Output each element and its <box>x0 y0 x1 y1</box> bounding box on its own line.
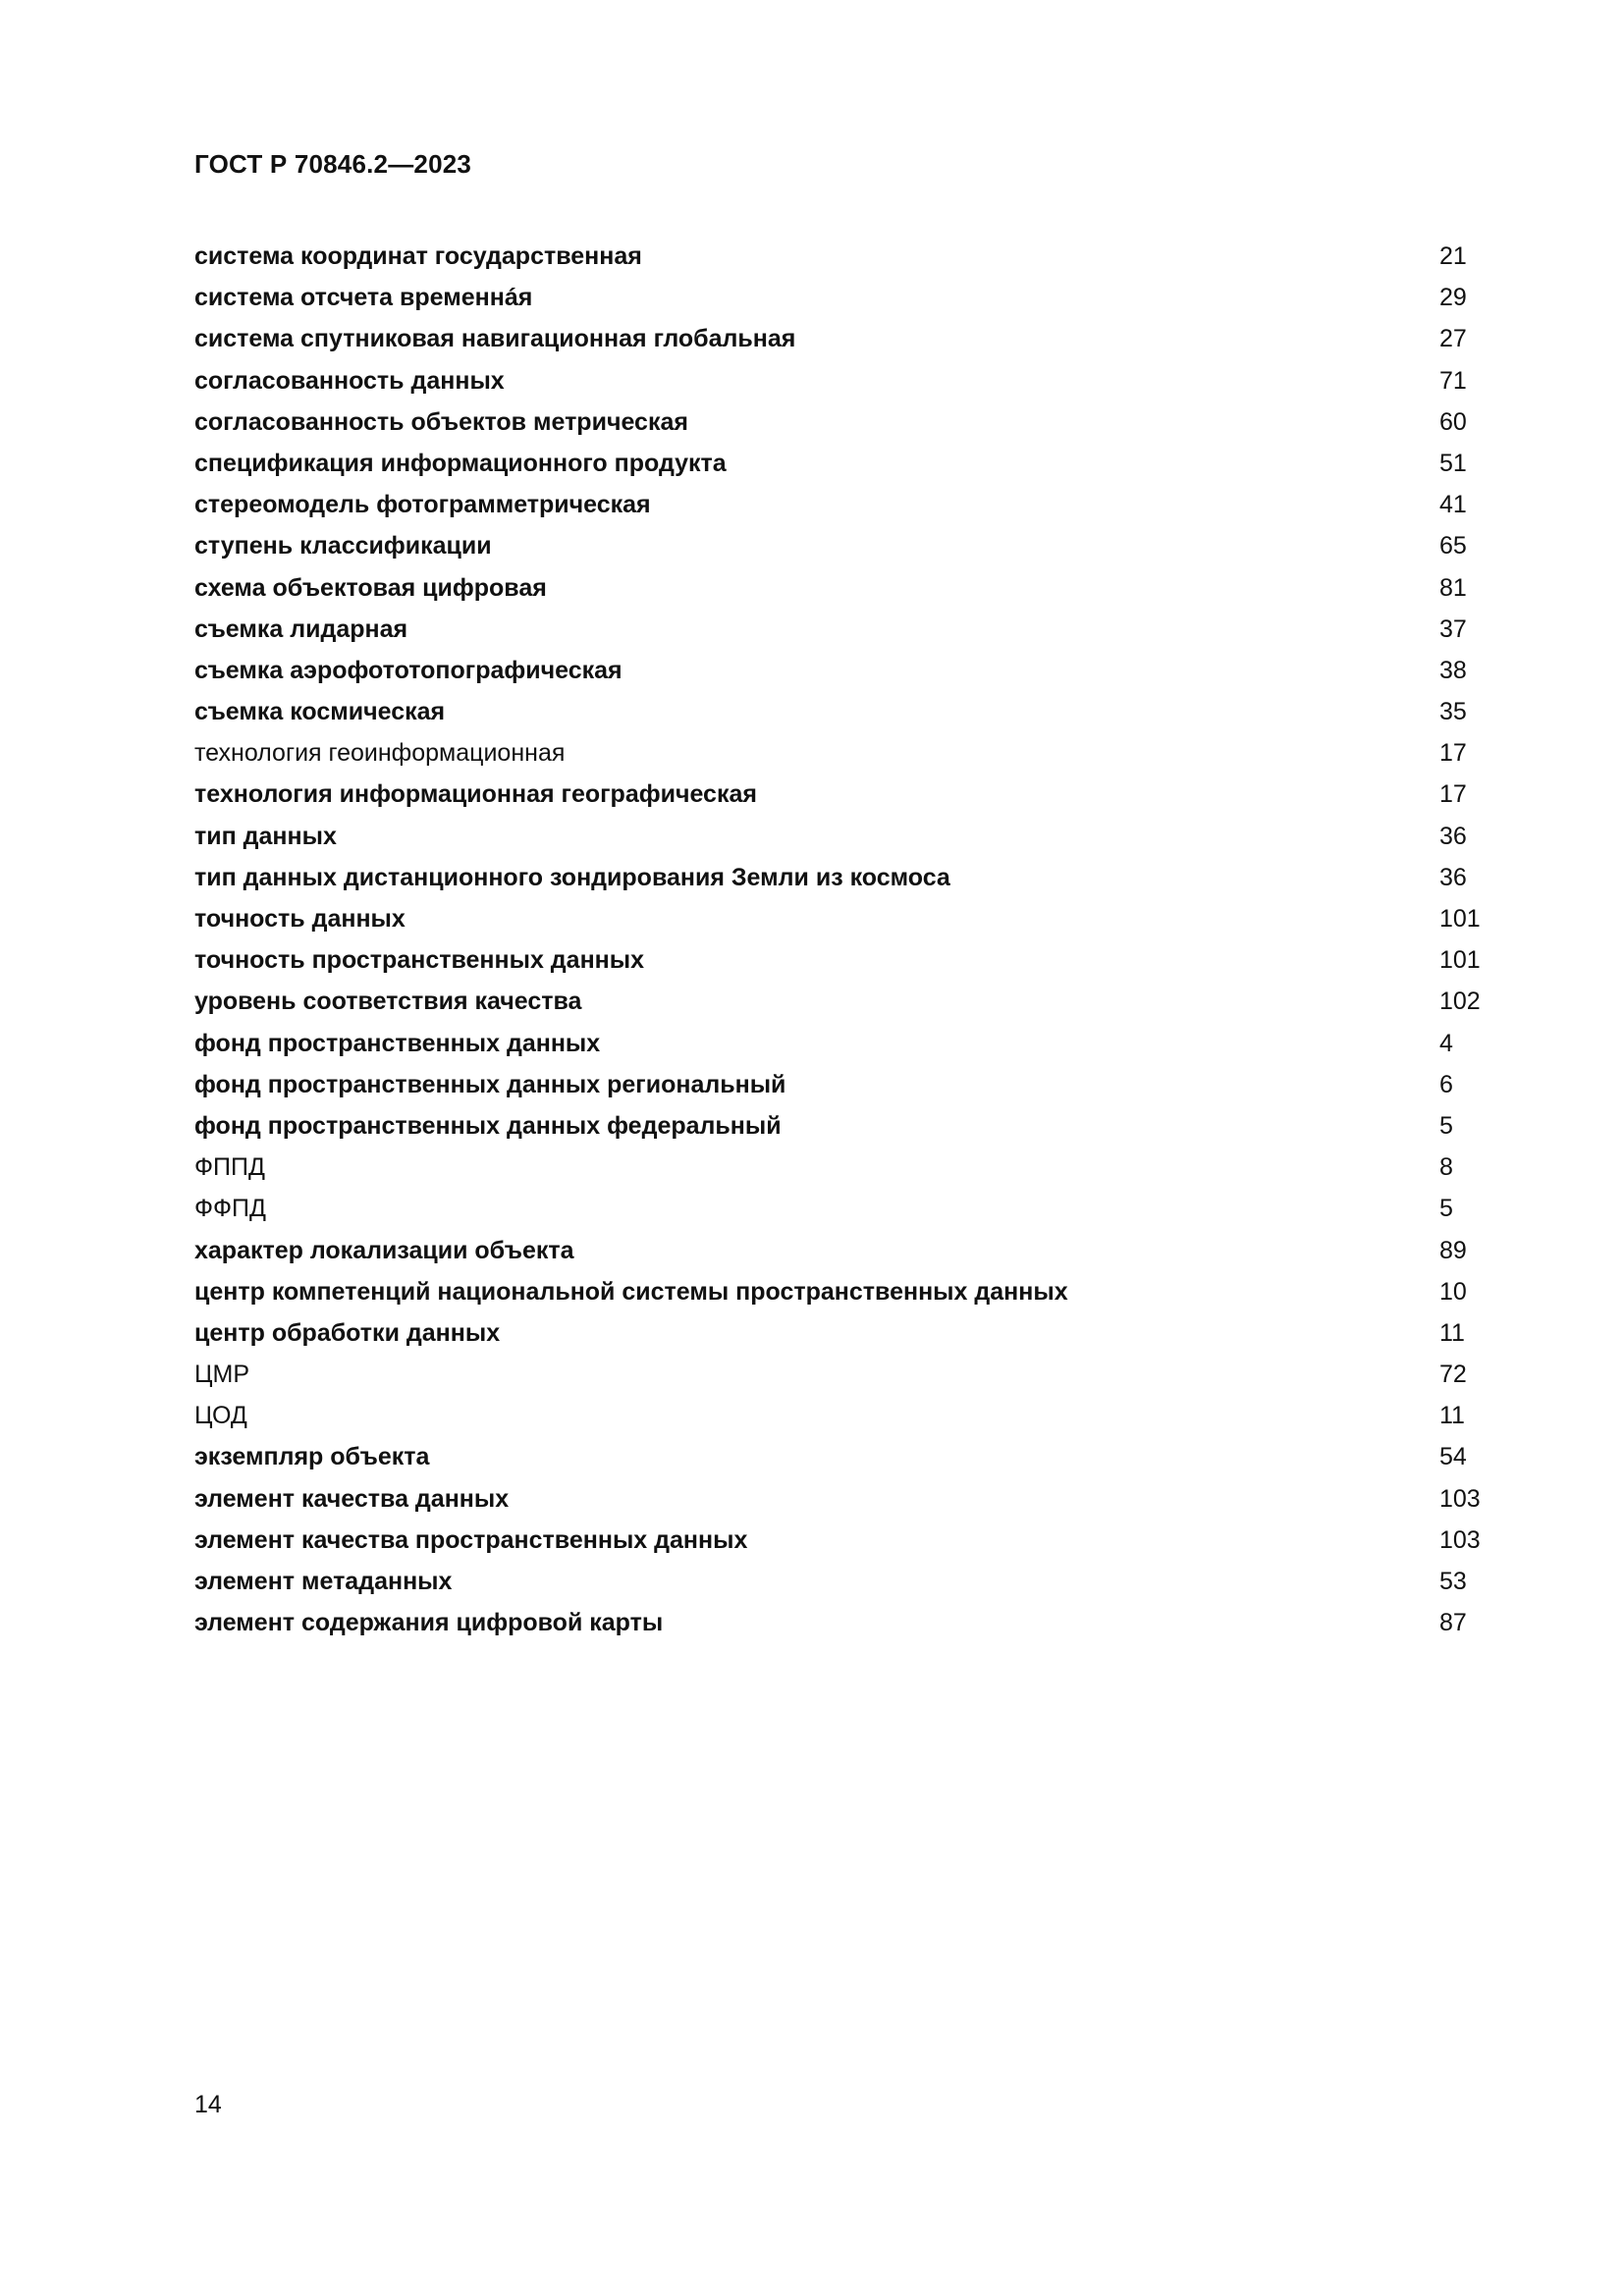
index-ref: 10 <box>1439 1277 1467 1306</box>
index-term: уровень соответствия качества <box>194 988 582 1016</box>
index-ref: 17 <box>1439 739 1467 768</box>
index-term: элемент качества пространственных данных <box>194 1525 748 1554</box>
index-term: центр обработки данных <box>194 1318 501 1347</box>
index-ref: 11 <box>1439 1402 1465 1430</box>
index-entry <box>194 318 1490 359</box>
index-ref: 5 <box>1439 1195 1453 1223</box>
index-entry <box>194 1312 1490 1354</box>
index-entry <box>194 609 1490 650</box>
index-term: система отсчета временнáя <box>194 284 533 312</box>
index-ref: 36 <box>1439 863 1467 891</box>
index-ref: 41 <box>1439 491 1467 519</box>
index-term: элемент метаданных <box>194 1568 453 1595</box>
index-term: характер локализации объекта <box>194 1236 574 1264</box>
index-entry <box>194 816 1490 857</box>
index-term: ЦОД <box>194 1402 247 1430</box>
document-header: ГОСТ Р 70846.2—2023 <box>194 149 472 179</box>
index-ref: 71 <box>1439 366 1467 395</box>
index-entry <box>194 1436 1490 1477</box>
index-entry <box>194 898 1490 939</box>
index-ref: 5 <box>1439 1111 1453 1140</box>
index-ref: 6 <box>1439 1070 1453 1098</box>
index-term: точность пространственных данных <box>194 946 645 975</box>
index-term: технология геоинформационная <box>194 739 566 768</box>
index-ref: 8 <box>1439 1153 1453 1182</box>
index-term: система координат государственная <box>194 242 642 270</box>
index-entry <box>194 401 1490 443</box>
index-ref: 87 <box>1439 1609 1467 1637</box>
index-entry <box>194 236 1490 277</box>
index-entry <box>194 1520 1490 1561</box>
index-entry <box>194 732 1490 774</box>
index-term: фонд пространственных данных <box>194 1029 601 1057</box>
index-term: съемка космическая <box>194 698 446 726</box>
index-entry <box>194 1602 1490 1643</box>
index-ref: 4 <box>1439 1029 1453 1057</box>
index-ref: 17 <box>1439 780 1467 809</box>
index-ref: 101 <box>1439 905 1481 933</box>
page-number: 14 <box>194 2091 222 2118</box>
index-entry <box>194 1230 1490 1271</box>
index-ref: 35 <box>1439 698 1467 726</box>
index-entry <box>194 360 1490 401</box>
index-ref: 37 <box>1439 614 1467 643</box>
index-ref: 27 <box>1439 325 1467 353</box>
index-ref: 53 <box>1439 1568 1467 1595</box>
index-term: съемка лидарная <box>194 614 408 643</box>
index-ref: 54 <box>1439 1443 1467 1471</box>
index-ref: 38 <box>1439 656 1467 684</box>
index-term: ступень классификации <box>194 532 492 561</box>
index-entry <box>194 1188 1490 1229</box>
index-entry <box>194 1147 1490 1188</box>
index-entry <box>194 1271 1490 1312</box>
index-ref: 102 <box>1439 988 1481 1016</box>
index-term: точность данных <box>194 905 406 933</box>
index-term: схема объектовая цифровая <box>194 573 547 602</box>
index-entry <box>194 774 1490 815</box>
index-term: ФФПД <box>194 1195 266 1223</box>
index-ref: 103 <box>1439 1525 1481 1554</box>
index-term: тип данных <box>194 822 337 850</box>
alphabetical-index-list <box>194 236 1490 1643</box>
index-entry <box>194 1561 1490 1602</box>
index-term: система спутниковая навигационная глобальная <box>194 325 796 353</box>
index-term: стереомодель фотограмметрическая <box>194 491 651 519</box>
index-entry <box>194 1395 1490 1436</box>
index-ref: 60 <box>1439 407 1467 436</box>
index-term: ФППД <box>194 1153 265 1182</box>
index-term: съемка аэрофототопографическая <box>194 656 623 684</box>
index-ref: 72 <box>1439 1361 1467 1389</box>
index-ref: 21 <box>1439 242 1467 270</box>
index-term: экземпляр объекта <box>194 1443 430 1471</box>
index-entry <box>194 1023 1490 1064</box>
index-entry <box>194 650 1490 691</box>
index-ref: 36 <box>1439 822 1467 850</box>
index-entry <box>194 525 1490 566</box>
index-term: спецификация информационного продукта <box>194 449 727 477</box>
index-term: ЦМР <box>194 1361 249 1389</box>
index-entry <box>194 443 1490 484</box>
index-ref: 103 <box>1439 1484 1481 1513</box>
index-term: технология информационная географическая <box>194 780 757 809</box>
index-ref: 11 <box>1439 1318 1465 1347</box>
index-entry <box>194 981 1490 1022</box>
index-entry <box>194 691 1490 732</box>
index-term: центр компетенций национальной системы пространственных данных <box>194 1277 1068 1306</box>
index-term: фонд пространственных данных региональный <box>194 1070 786 1098</box>
index-entry <box>194 1478 1490 1520</box>
index-term: фонд пространственных данных федеральный <box>194 1111 782 1140</box>
index-term: элемент качества данных <box>194 1484 510 1513</box>
index-entry <box>194 857 1490 898</box>
index-entry <box>194 939 1490 981</box>
index-ref: 29 <box>1439 284 1467 312</box>
index-ref: 89 <box>1439 1236 1467 1264</box>
index-entry <box>194 277 1490 318</box>
index-entry <box>194 1064 1490 1105</box>
index-term: тип данных дистанционного зондирования Земли из космоса <box>194 863 950 891</box>
index-term: согласованность объектов метрическая <box>194 407 688 436</box>
index-entry <box>194 1354 1490 1395</box>
index-term: согласованность данных <box>194 366 505 395</box>
index-entry <box>194 484 1490 525</box>
index-entry <box>194 1105 1490 1147</box>
index-term: элемент содержания цифровой карты <box>194 1609 664 1637</box>
index-ref: 101 <box>1439 946 1481 975</box>
index-ref: 51 <box>1439 449 1467 477</box>
index-ref: 81 <box>1439 573 1467 602</box>
index-entry <box>194 567 1490 609</box>
index-ref: 65 <box>1439 532 1467 561</box>
